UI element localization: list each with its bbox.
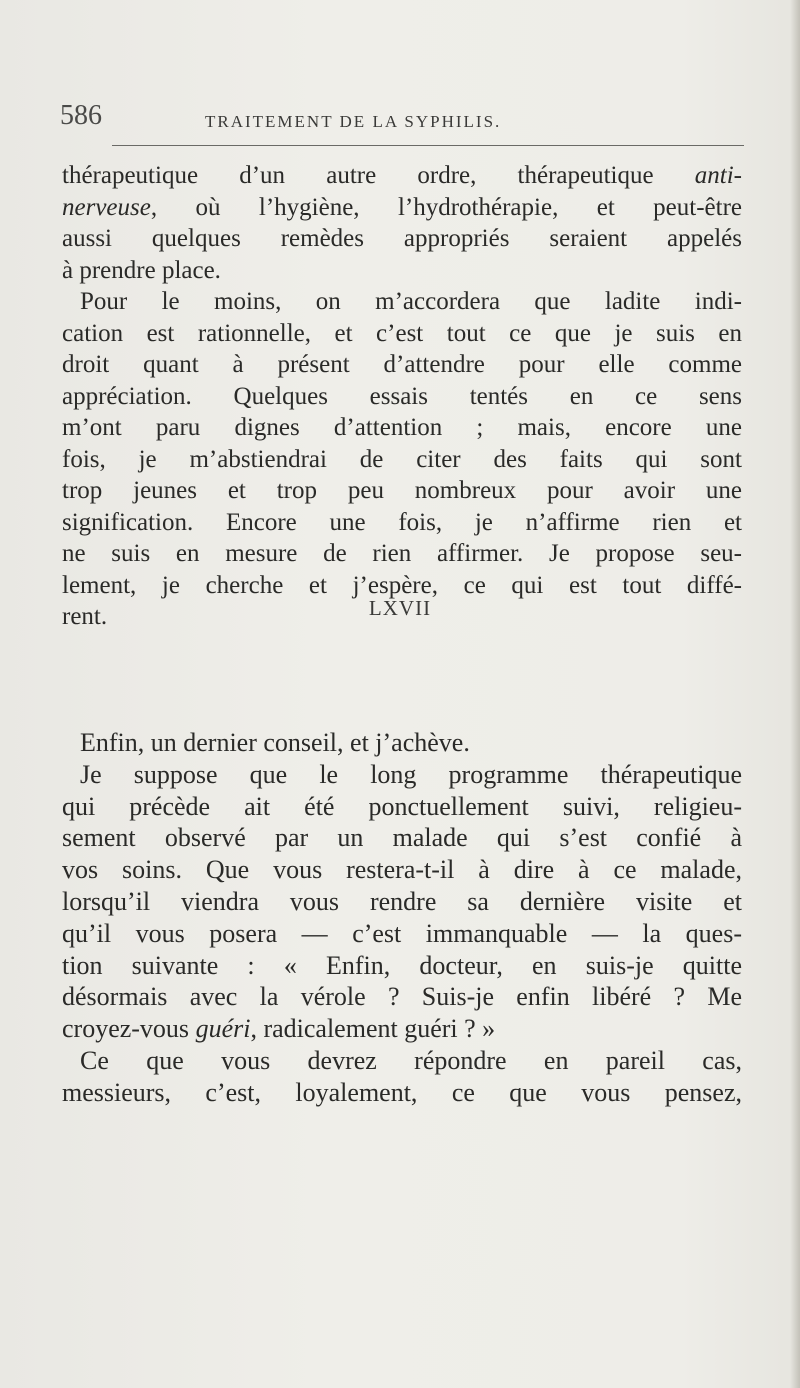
text-line: vos soins. Que vous restera-t-il à dire à ce malade, — [62, 855, 742, 885]
text-line: m’ont paru dignes d’attention ; mais, encore une — [62, 414, 742, 441]
text-line: sement observé par un malade qui s’est confié à — [62, 823, 742, 853]
page-edge-shadow — [790, 0, 800, 1388]
text-line: ne suis en mesure de rien affirmer. Je propose seu- — [62, 540, 742, 567]
text-line: signification. Encore une fois, je n’affirme rien et — [62, 508, 742, 536]
text-line: désormais avec la vérole ? Suis-je enfin libéré ? Me — [62, 982, 742, 1012]
text-line: à prendre place. — [62, 256, 221, 284]
text-line: Pour le moins, on m’accordera que ladite indi- — [80, 288, 742, 315]
text-line: lorsqu’il viendra vous rendre sa dernière visite et — [62, 886, 742, 916]
text-line: nerveuse, où l’hygiène, l’hydrothérapie, et peut-être — [62, 193, 742, 221]
text-line: qui précède ait été ponctuellement suivi, religieu- — [62, 791, 742, 821]
text-line: tion suivante : « Enfin, docteur, en suis-je quitte — [62, 950, 742, 980]
text-line: thérapeutique d’un autre ordre, thérapeutique anti- — [62, 162, 742, 189]
text-line: qu’il vous posera — c’est immanquable — la ques- — [62, 918, 742, 948]
text-line: Enfin, un dernier conseil, et j’achève. — [80, 728, 470, 757]
text-line: trop jeunes et trop peu nombreux pour avoir une — [62, 477, 742, 504]
header-rule — [112, 145, 744, 146]
text-line: lement, je cherche et j’espère, ce qui est tout diffé- — [62, 571, 742, 599]
text-line: cation est rationnelle, et c’est tout ce que je suis en — [62, 319, 742, 347]
text-line: appréciation. Quelques essais tentés en ce sens — [62, 382, 742, 410]
text-line: aussi quelques remèdes appropriés seraient appelés — [62, 225, 742, 252]
section-heading: LXVII — [368, 596, 432, 620]
text-line: messieurs, c’est, loyalement, ce que vous pensez, — [62, 1077, 742, 1107]
running-head: TRAITEMENT DE LA SYPHILIS. — [205, 112, 502, 131]
page-number: 586 — [60, 100, 102, 131]
upper-text-block — [62, 160, 742, 633]
text-line: croyez-vous guéri, radicalement guéri ? » — [62, 1014, 496, 1044]
text-line: fois, je m’abstiendrai de citer des faits qui sont — [62, 445, 742, 473]
text-line: Ce que vous devrez répondre en pareil cas, — [80, 1045, 742, 1075]
text-line: Je suppose que le long programme thérapeutique — [80, 759, 742, 789]
lower-text-block — [62, 727, 742, 1109]
text-line: droit quant à présent d’attendre pour elle comme — [62, 351, 742, 378]
text-line: rent. — [62, 603, 108, 630]
